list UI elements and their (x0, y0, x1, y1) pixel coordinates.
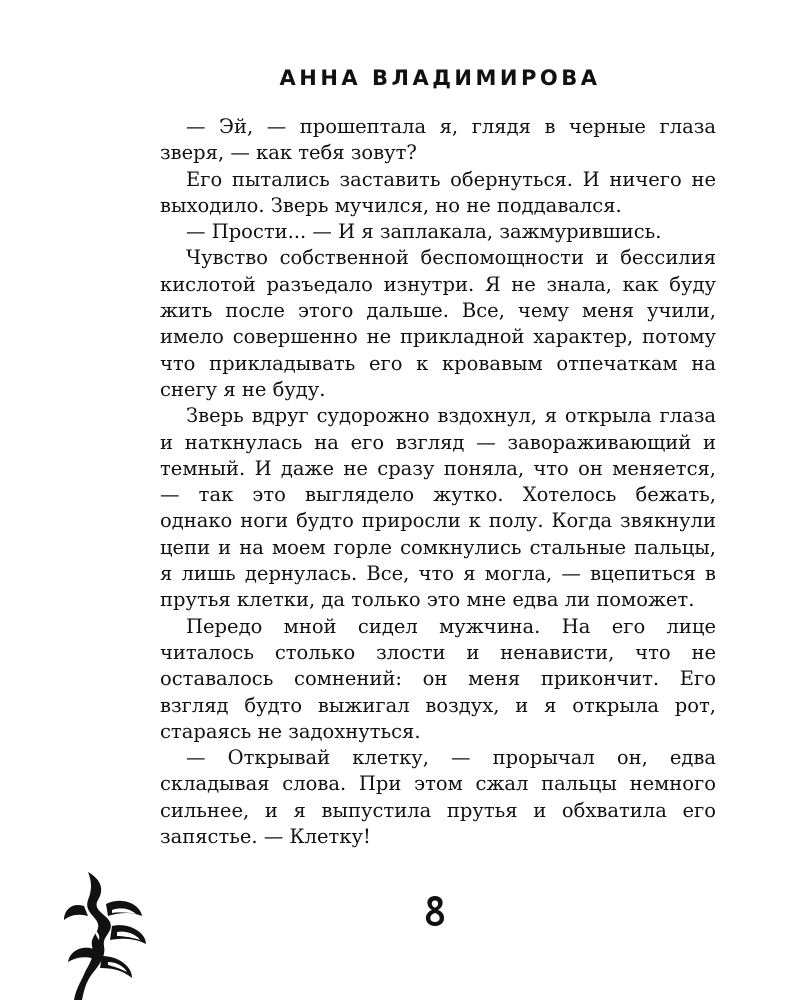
paragraph: Зверь вдруг судорожно вздохнул, я открыла глаза и наткнулась на его взгляд — завораживающий и темный. И даже не сразу поняла, что он меняется, — так это выглядело жутко. Хотелось бежать, однако ноги будто приросли к полу. Когда звякнули цепи и на моем горле сомкнулись стальные пальцы, я лишь дернулась. Все, что я могла, — вцепиться в прутья клетки, да только это мне едва ли поможет. (160, 404, 716, 612)
paragraph: Чувство собственной беспомощности и бессилия кислотой разъедало изнутри. Я не знала, как буду жить после этого дальше. Все, чему меня учили, имело совершенно не прикладной характер, потому что прикладывать его к кровавым отпечаткам на снегу я не буду. (160, 246, 716, 401)
paragraph: — Эй, — прошептала я, глядя в черные глаза зверя, — как тебя зовут? (160, 115, 716, 165)
body-text (160, 114, 716, 850)
paragraph: — Прости... — И я заплакала, зажмурившись. (186, 220, 662, 244)
paragraph: Его пытались заставить обернуться. И ничего не выходило. Зверь мучился, но не поддавался. (160, 167, 716, 217)
page-number (420, 894, 450, 928)
corner-ornament-icon (62, 870, 152, 1000)
running-header: АННА ВЛАДИМИРОВА (279, 66, 601, 90)
paragraph: — Открывай клетку, — прорычал он, едва складывая слова. При этом сжал пальцы немного сильнее, и я выпустила прутья и обхватила его запястье. — Клетку! (160, 746, 716, 849)
paragraph: Передо мной сидел мужчина. На его лице читалось столько злости и ненависти, что не оставалось сомнений: он меня прикончит. Его взгляд будто выжигал воздух, и я открыла рот, стараясь не задохнуться. (160, 614, 716, 743)
